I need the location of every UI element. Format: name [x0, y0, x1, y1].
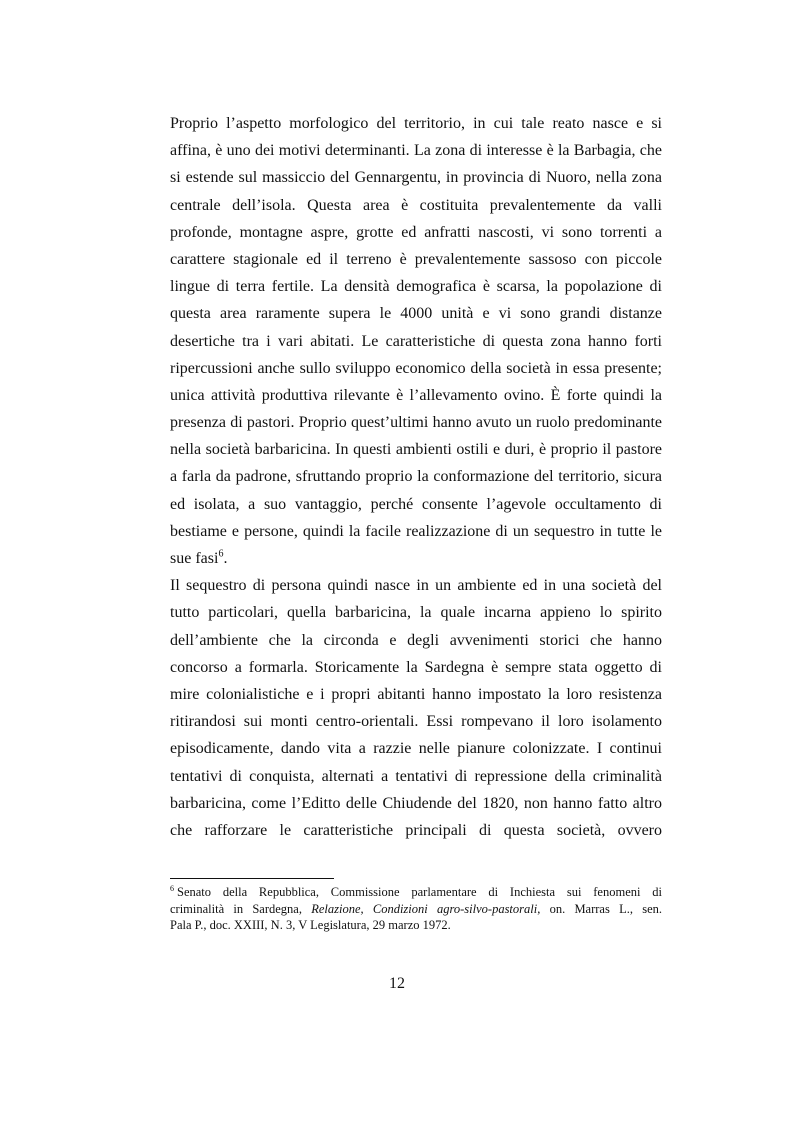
paragraph-line: centrale dell’isola. Questa area è costituita prevalentemente da valli — [170, 196, 662, 214]
footnote-line-1: Senato della Repubblica, Commissione parlamentare di Inchiesta sui fenomeni di — [177, 885, 662, 899]
footnote — [170, 884, 662, 934]
footnote-line — [170, 884, 662, 901]
footnote-line-3: Pala P., doc. XXIII, N. 3, V Legislatura, 29 marzo 1972. — [170, 918, 451, 933]
footnote-line — [170, 901, 662, 918]
paragraph-line: episodicamente, dando vita a razzie nelle pianure colonizzate. I continui — [170, 740, 662, 758]
paragraph-line: dell’ambiente che la circonda e degli avvenimenti storici che hanno — [170, 631, 662, 649]
paragraph-line: tentativi di conquista, alternati a tentativi di repressione della criminalità — [170, 767, 662, 785]
paragraph-line: Proprio l’aspetto morfologico del territorio, in cui tale reato nasce e si — [170, 115, 662, 132]
paragraph-line: che rafforzare le caratteristiche principali di questa società, ovvero — [170, 821, 662, 839]
paragraph-line: barbaricina, come l’Editto delle Chiudende del 1820, non hanno fatto altro — [170, 794, 662, 812]
paragraph-line: Il sequestro di persona quindi nasce in un ambiente ed in una società del — [170, 577, 662, 595]
paragraph-line: profonde, montagne aspre, grotte ed anfratti nascosti, vi sono torrenti a — [170, 223, 662, 241]
footnote-line-2a: criminalità in Sardegna, — [170, 901, 312, 916]
paragraph-line: questa area raramente supera le 4000 unità e vi sono grandi distanze — [170, 305, 662, 323]
paragraph-line: presenza di pastori. Proprio quest’ultimi hanno avuto un ruolo predominante — [170, 414, 662, 432]
paragraph-line: ritirandosi sui monti centro-orientali. Essi rompevano il loro isolamento — [170, 713, 662, 731]
paragraph-line: ripercussioni anche sullo sviluppo economico della società in essa presente; — [170, 359, 662, 377]
paragraph-line: tutto particolari, quella barbaricina, la quale incarna appieno lo spirito — [170, 604, 662, 622]
paragraph-line: bestiame e persone, quindi la facile realizzazione di un sequestro in tutte le — [170, 522, 662, 540]
paragraph-line: lingue di terra fertile. La densità demografica è scarsa, la popolazione di — [170, 278, 662, 296]
body-text — [170, 110, 662, 844]
paragraph-line: ed isolata, a suo vantaggio, perché consente l’agevole occultamento di — [170, 495, 662, 513]
footnote-line-2b: , on. Marras L., sen. — [537, 901, 662, 916]
footnote-separator — [170, 878, 334, 879]
paragraph-line: nella società barbaricina. In questi ambienti ostili e duri, è proprio il pastore — [170, 441, 662, 459]
paragraph-line: carattere stagionale ed il terreno è prevalentemente sassoso con piccole — [170, 250, 662, 268]
paragraph-line: affina, è uno dei motivi determinanti. La zona di interesse è la Barbagia, che — [170, 142, 662, 160]
paragraph-line: si estende sul massiccio del Gennargentu, in provincia di Nuoro, nella zona — [170, 169, 662, 187]
last-line-end: . — [223, 550, 228, 567]
paragraph-line: mire colonialistiche e i propri abitanti hanno impostato la loro resistenza — [170, 685, 662, 703]
page-number: 12 — [389, 975, 405, 992]
last-line-text: sue fasi — [170, 550, 219, 567]
footnote-number: 6 — [170, 883, 174, 893]
footnote-reference[interactable]: 6 — [218, 548, 224, 560]
paragraph-line: desertiche tra i vari abitati. Le caratteristiche di questa zona hanno forti — [170, 332, 662, 350]
paragraph-line: concorso a formarla. Storicamente la Sardegna è sempre stata oggetto di — [170, 658, 662, 676]
paragraph-line: a farla da padrone, sfruttando proprio la conformazione del territorio, sicura — [170, 468, 662, 486]
footnote-italic-title: Relazione, Condizioni agro-silvo-pastorali — [311, 901, 538, 916]
paragraph-line: unica attività produttiva rilevante è l’allevamento ovino. È forte quindi la — [170, 386, 662, 404]
paragraph-last-line — [170, 545, 662, 572]
